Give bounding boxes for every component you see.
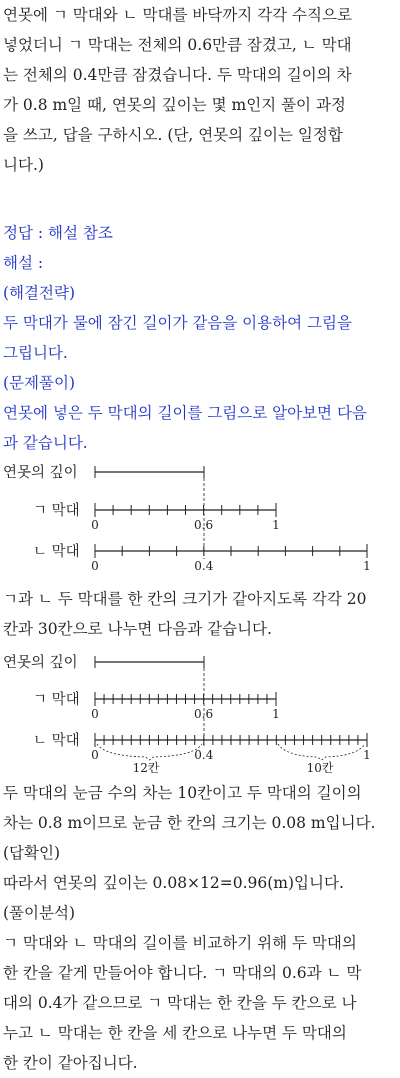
rod-label: ㄴ 막대 [33,544,80,560]
depth-label: 연못의 깊이 [3,465,78,481]
explain-label: 해설 : [3,254,44,272]
problem-line: 을 쓰고, 답을 구하시오. (단, 연못의 깊이는 일정합 [3,126,343,144]
mid-line: 칸과 30칸으로 나누면 다음과 같습니다. [3,620,272,638]
analysis-line: 대의 0.4가 같으므로 ㄱ 막대는 한 칸을 두 칸으로 나 [3,994,357,1012]
after-line: 두 막대의 눈금 수의 차는 10칸이고 두 막대의 길이의 [3,784,362,802]
rod-diagram-1 [0,458,400,583]
check-title: (답확인) [3,844,61,862]
brace-right-label: 10칸 [306,761,334,775]
process-line: 과 같습니다. [3,434,88,452]
analysis-title: (풀이분석) [3,904,75,922]
brace-left-label: 12칸 [132,761,160,775]
tick-label: 0 [91,518,99,532]
problem-text [3,0,397,180]
tick-label: 0.6 [194,518,214,532]
answer-line: 정답 : 해설 참조 [3,224,113,242]
strategy-title: (해결전략) [3,284,75,302]
brace-right [278,744,365,760]
problem-line: 연못에 ㄱ 막대와 ㄴ 막대를 바닥까지 각각 수직으로 [3,6,352,24]
tick-label: 0 [91,559,99,573]
problem-line: 니다.) [3,156,44,174]
after-line: 차는 0.8 m이므로 눈금 한 칸의 크기는 0.08 m입니다. [3,814,376,832]
process-line: 연못에 넣은 두 막대의 길이를 그림으로 알아보면 다음 [3,404,367,422]
depth-label: 연못의 깊이 [3,655,78,671]
tick-label: 1 [363,748,371,762]
analysis-line: 누고 ㄴ 막대는 한 칸을 세 칸으로 나누면 두 막대의 [3,1024,347,1042]
strategy-line: 두 막대가 물에 잠긴 길이가 같음을 이용하여 그림을 [3,314,352,332]
solution-intro [3,218,397,458]
after-text [3,778,397,1078]
check-line: 따라서 연못의 깊이는 0.08×12=0.96(m)입니다. [3,874,344,892]
process-title: (문제풀이) [3,374,75,392]
mid-text [3,584,397,644]
tick-label: 1 [272,518,280,532]
tick-label: 0.4 [194,748,214,762]
rod-label: ㄱ 막대 [33,692,80,708]
rod-label: ㄱ 막대 [33,503,80,519]
rod-label: ㄴ 막대 [33,733,80,749]
problem-line: 가 0.8 m일 때, 연못의 깊이는 몇 m인지 풀이 과정 [3,96,346,114]
figure-1 [0,458,400,583]
tick-label: 1 [272,707,280,721]
analysis-line: 한 칸이 같아집니다. [3,1054,138,1072]
tick-label: 0 [91,748,99,762]
tick-label: 0.6 [194,707,214,721]
analysis-line: 한 칸을 같게 만들어야 합니다. ㄱ 막대의 0.6과 ㄴ 막 [3,964,362,982]
problem-line: 넣었더니 ㄱ 막대는 전체의 0.6만큼 잠겼고, ㄴ 막대 [3,36,352,54]
mid-line: ㄱ과 ㄴ 두 막대를 한 칸의 크기가 같아지도록 각각 20 [3,590,367,608]
tick-label: 1 [363,559,371,573]
rod-diagram-2 [0,648,400,776]
brace-left [97,744,202,760]
figure-2 [0,648,400,776]
analysis-line: ㄱ 막대와 ㄴ 막대의 길이를 비교하기 위해 두 막대의 [3,934,357,952]
strategy-line: 그립니다. [3,344,68,362]
tick-label: 0.4 [194,559,214,573]
tick-label: 0 [91,707,99,721]
problem-line: 는 전체의 0.4만큼 잠겼습니다. 두 막대의 길이의 차 [3,66,352,84]
